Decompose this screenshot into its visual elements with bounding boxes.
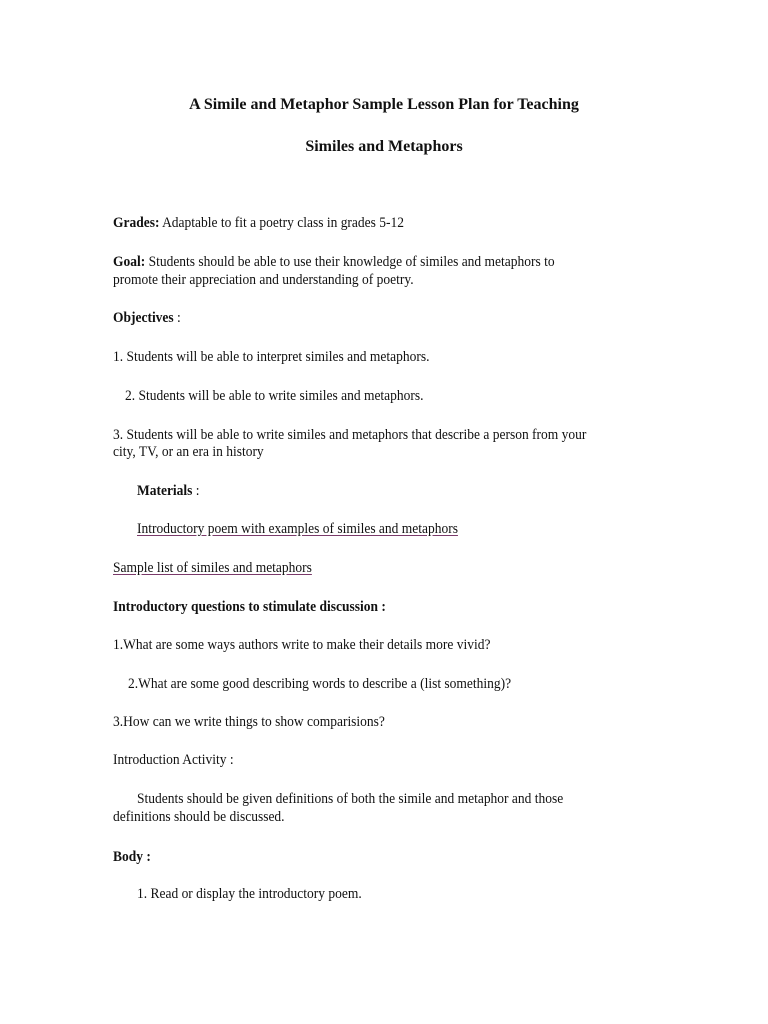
body-item-1: 1. Read or display the introductory poem. bbox=[137, 886, 362, 902]
materials-link-intro-poem[interactable] bbox=[137, 520, 458, 538]
sample-list-link[interactable]: Sample list of similes and metaphors bbox=[113, 560, 312, 576]
objective-item-2: 2. Students will be able to write similes and metaphors. bbox=[125, 388, 424, 404]
intro-activity-text-line2: definitions should be discussed. bbox=[113, 809, 285, 825]
objective-item-3-cont: city, TV, or an era in history bbox=[113, 444, 264, 460]
materials-label: Materials bbox=[137, 483, 193, 499]
intro-activity-heading: Introduction Activity : bbox=[113, 752, 234, 768]
goal-text-line2: promote their appreciation and understanding of poetry. bbox=[113, 272, 414, 288]
materials-heading bbox=[137, 482, 200, 500]
goal-line1 bbox=[113, 253, 555, 271]
grades-line bbox=[113, 214, 404, 232]
goal-text-line1: Students should be able to use their knowledge of similes and metaphors to bbox=[145, 254, 555, 270]
materials-suffix: : bbox=[192, 483, 200, 499]
document-title-line2: Similes and Metaphors bbox=[305, 138, 463, 155]
objective-item-1: 1. Students will be able to interpret similes and metaphors. bbox=[113, 349, 430, 365]
intro-question-3: 3.How can we write things to show comparisions? bbox=[113, 714, 385, 730]
intro-poem-link[interactable]: Introductory poem with examples of similes and metaphors bbox=[137, 521, 458, 537]
intro-activity-text-line1: Students should be given definitions of both the simile and metaphor and those bbox=[137, 791, 564, 807]
objective-item-3: 3. Students will be able to write similes and metaphors that describe a person from your bbox=[113, 427, 587, 443]
objectives-label: Objectives bbox=[113, 310, 174, 326]
goal-label: Goal: bbox=[113, 254, 146, 270]
materials-link-sample-list[interactable] bbox=[113, 559, 312, 577]
body-heading: Body : bbox=[113, 849, 151, 865]
document-title-line1: A Simile and Metaphor Sample Lesson Plan for Teaching bbox=[189, 96, 579, 113]
intro-question-1: 1.What are some ways authors write to make their details more vivid? bbox=[113, 637, 491, 653]
grades-label: Grades: bbox=[113, 215, 160, 231]
objectives-suffix: : bbox=[173, 310, 181, 326]
grades-text: Adaptable to fit a poetry class in grades 5-12 bbox=[159, 215, 404, 231]
intro-question-2: 2.What are some good describing words to describe a (list something)? bbox=[128, 676, 512, 692]
intro-questions-heading: Introductory questions to stimulate discussion : bbox=[113, 599, 386, 615]
objectives-heading bbox=[113, 309, 181, 327]
